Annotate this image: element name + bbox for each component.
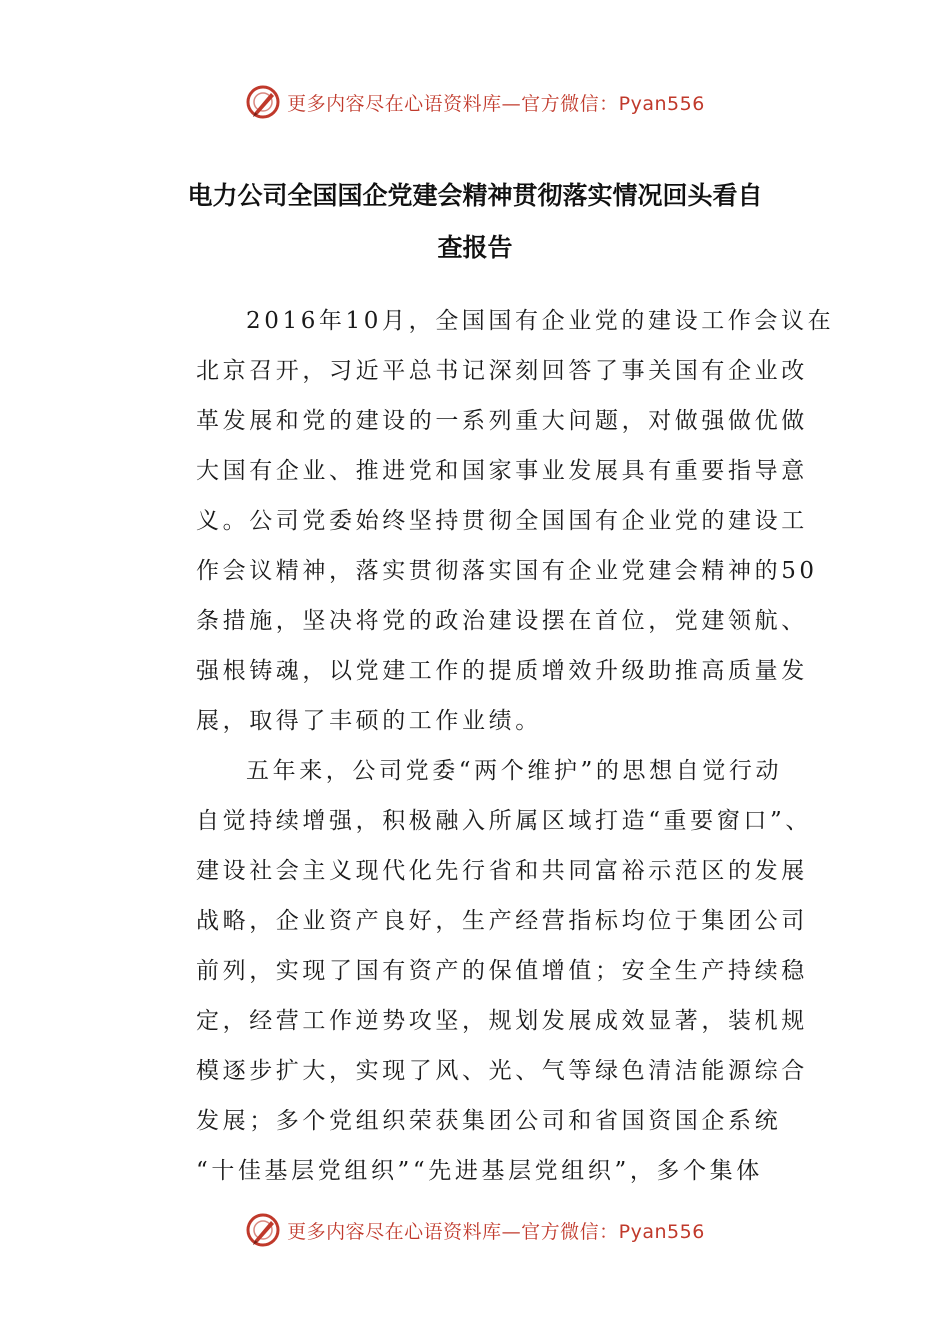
footer-wechat-account: Pyan556 (618, 1220, 705, 1243)
body-line: 发展；多个党组织荣获集团公司和省国资国企系统 (196, 1108, 782, 1134)
title-line-1: 电力公司全国国企党建会精神贯彻落实情况回头看自 (187, 181, 763, 210)
body-line: 建设社会主义现代化先行省和共同富裕示范区的发展 (196, 858, 808, 884)
body-line: 定，经营工作逆势攻坚，规划发展成效显著，装机规 (196, 1008, 808, 1034)
document-body (196, 296, 835, 1196)
body-line: 战略，企业资产良好，生产经营指标均位于集团公司 (196, 908, 808, 934)
pen-logo-icon (245, 84, 281, 120)
header-banner (0, 80, 950, 124)
title-line-2: 查报告 (437, 233, 513, 262)
body-line: 作会议精神，落实贯彻落实国有企业党建会精神的50 (196, 558, 818, 584)
footer-banner (0, 1208, 950, 1252)
body-line: “十佳基层党组织”“先进基层党组织”，多个集体 (196, 1158, 763, 1184)
body-line: 展，取得了丰硕的工作业绩。 (196, 708, 542, 734)
body-line: 革发展和党的建设的一系列重大问题，对做强做优做 (196, 408, 808, 434)
body-line: 义。公司党委始终坚持贯彻全国国有企业党的建设工 (196, 508, 808, 534)
body-line: 模逐步扩大，实现了风、光、气等绿色清洁能源综合 (196, 1058, 808, 1084)
body-line: 自觉持续增强，积极融入所属区域打造“重要窗口”、 (196, 808, 812, 834)
header-banner-text: 更多内容尽在心语资料库—官方微信：Pyan556 (287, 92, 705, 115)
header-wechat-account: Pyan556 (618, 92, 705, 115)
body-line: 五年来，公司党委“两个维护”的思想自觉行动 (246, 758, 783, 784)
body-line: 2016年10月，全国国有企业党的建设工作会议在 (246, 308, 835, 334)
body-line: 北京召开，习近平总书记深刻回答了事关国有企业改 (196, 358, 808, 384)
body-line: 前列，实现了国有资产的保值增值；安全生产持续稳 (196, 958, 808, 984)
pen-logo-icon (245, 1212, 281, 1248)
body-line: 条措施，坚决将党的政治建设摆在首位，党建领航、 (196, 608, 808, 634)
footer-banner-text: 更多内容尽在心语资料库—官方微信：Pyan556 (287, 1220, 705, 1243)
body-line: 强根铸魂，以党建工作的提质增效升级助推高质量发 (196, 658, 808, 684)
document-title (150, 170, 800, 274)
body-line: 大国有企业、推进党和国家事业发展具有重要指导意 (196, 458, 808, 484)
